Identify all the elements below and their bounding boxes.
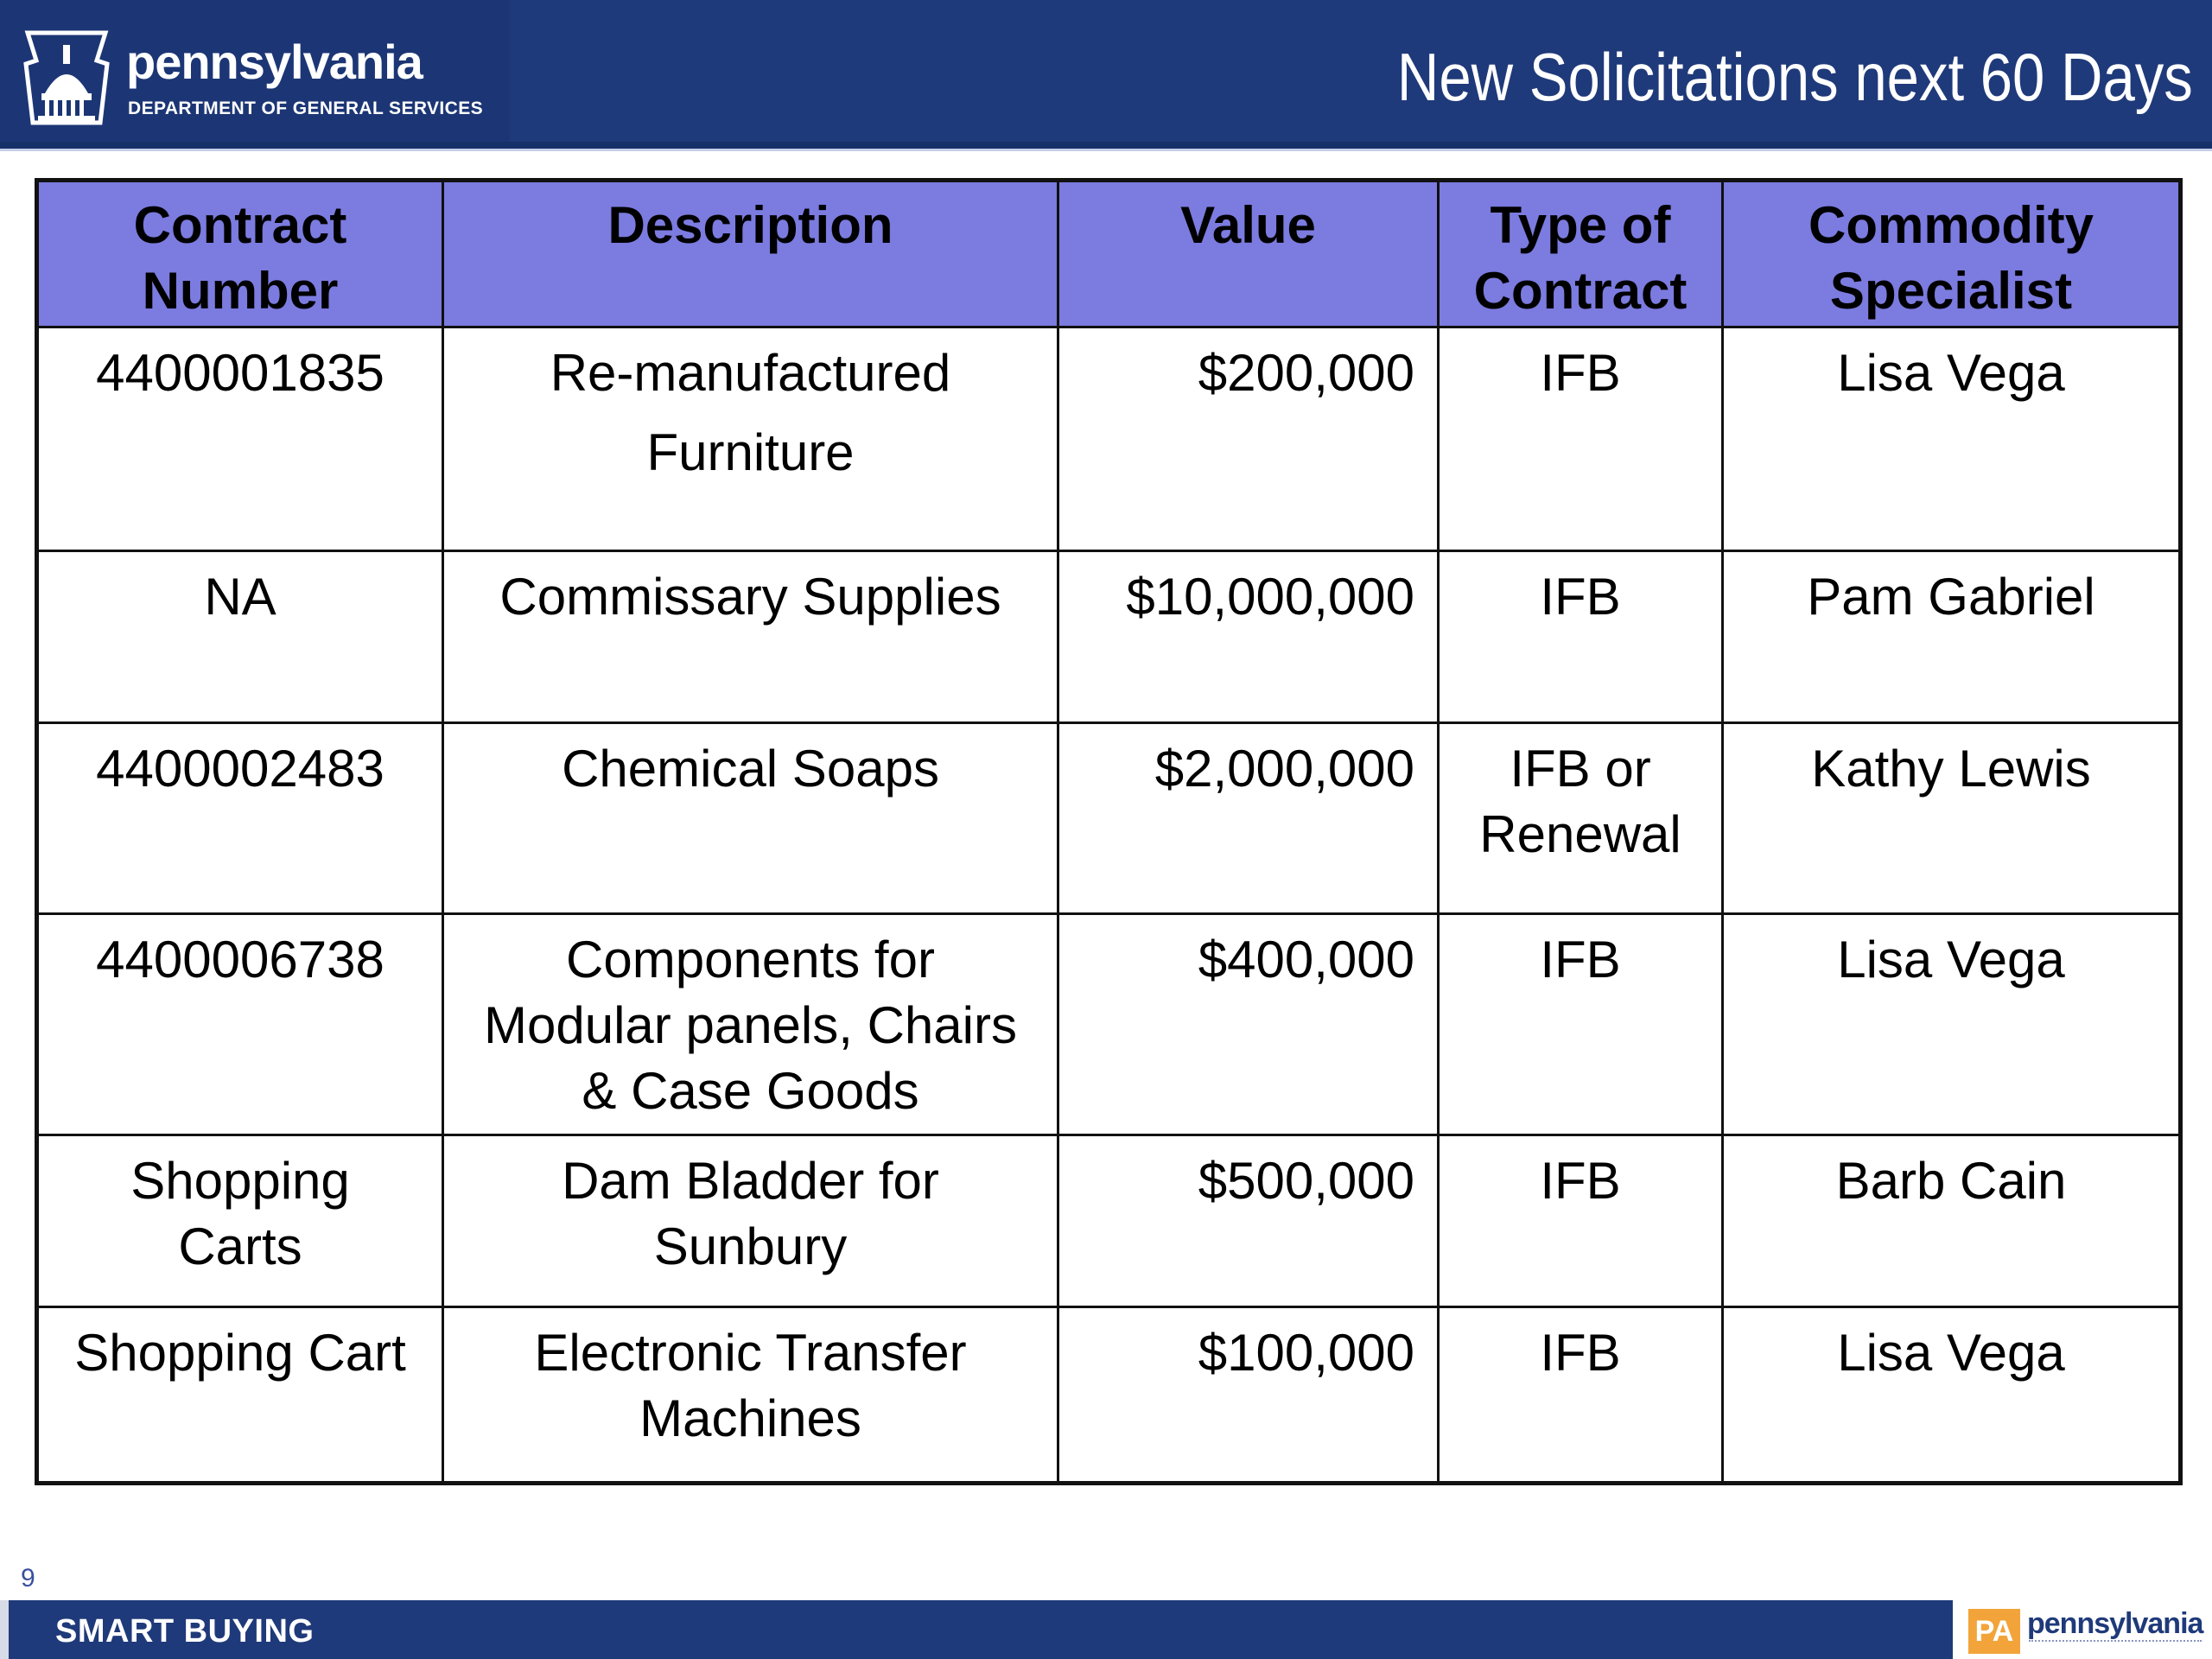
table-row (37, 551, 2181, 723)
column-header-contract-number: Contract Number (37, 181, 443, 327)
footer-logo-name: pennsylvania (2027, 1607, 2203, 1640)
page-number: 9 (21, 1564, 35, 1592)
logo-department: DEPARTMENT OF GENERAL SERVICES (128, 99, 484, 118)
cell-contract-type: IFB (1439, 1135, 1723, 1307)
logo-name: pennsylvania (126, 35, 423, 89)
table-row (37, 327, 2181, 551)
cell-description: Chemical Soaps (443, 723, 1058, 914)
solicitations-table (35, 178, 2183, 1485)
capitol-dome-keystone-icon (21, 26, 112, 130)
header-banner (0, 0, 2212, 151)
column-header-description: Description (443, 181, 1058, 327)
cell-value: $2,000,000 (1058, 723, 1439, 914)
footer-pennsylvania-logo (1953, 1600, 2212, 1659)
column-header-type-of-contract: Type of Contract (1439, 181, 1723, 327)
cell-specialist: Lisa Vega (1723, 327, 2181, 551)
column-header-commodity-specialist: Commodity Specialist (1723, 181, 2181, 327)
table-header-row (37, 181, 2181, 327)
cell-value: $500,000 (1058, 1135, 1439, 1307)
cell-description: Components for Modular panels, Chairs & Case Goods (443, 914, 1058, 1135)
table-row (37, 1135, 2181, 1307)
cell-contract-type: IFB (1439, 327, 1723, 551)
pa-keystone-icon: PA (1968, 1609, 2020, 1654)
cell-contract-type: IFB or Renewal (1439, 723, 1723, 914)
table-row (37, 723, 2181, 914)
cell-contract-number: 4400006738 (37, 914, 443, 1135)
cell-description: Re-manufactured Furniture (443, 327, 1058, 551)
cell-contract-number: Shopping Cart (37, 1307, 443, 1484)
footer-label: SMART BUYING (55, 1613, 315, 1649)
cell-contract-number: Shopping Carts (37, 1135, 443, 1307)
cell-specialist: Kathy Lewis (1723, 723, 2181, 914)
footer-bar (0, 1600, 2212, 1659)
table-row (37, 1307, 2181, 1484)
cell-value: $10,000,000 (1058, 551, 1439, 723)
cell-specialist: Pam Gabriel (1723, 551, 2181, 723)
cell-specialist: Lisa Vega (1723, 1307, 2181, 1484)
cell-description: Dam Bladder for Sunbury (443, 1135, 1058, 1307)
pennsylvania-dgs-logo (0, 0, 510, 149)
cell-value: $400,000 (1058, 914, 1439, 1135)
slide-title: New Solicitations next 60 Days (1397, 39, 2193, 115)
cell-description: Electronic Transfer Machines (443, 1307, 1058, 1484)
footer-accent-stripe (0, 1600, 9, 1659)
cell-value: $100,000 (1058, 1307, 1439, 1484)
cell-specialist: Barb Cain (1723, 1135, 2181, 1307)
cell-contract-number: NA (37, 551, 443, 723)
cell-contract-type: IFB (1439, 551, 1723, 723)
cell-description: Commissary Supplies (443, 551, 1058, 723)
cell-contract-type: IFB (1439, 914, 1723, 1135)
column-header-value: Value (1058, 181, 1439, 327)
cell-specialist: Lisa Vega (1723, 914, 2181, 1135)
cell-contract-number: 4400001835 (37, 327, 443, 551)
cell-contract-number: 4400002483 (37, 723, 443, 914)
cell-value: $200,000 (1058, 327, 1439, 551)
footer-logo-tagline (2029, 1640, 2202, 1649)
table-row (37, 914, 2181, 1135)
cell-contract-type: IFB (1439, 1307, 1723, 1484)
